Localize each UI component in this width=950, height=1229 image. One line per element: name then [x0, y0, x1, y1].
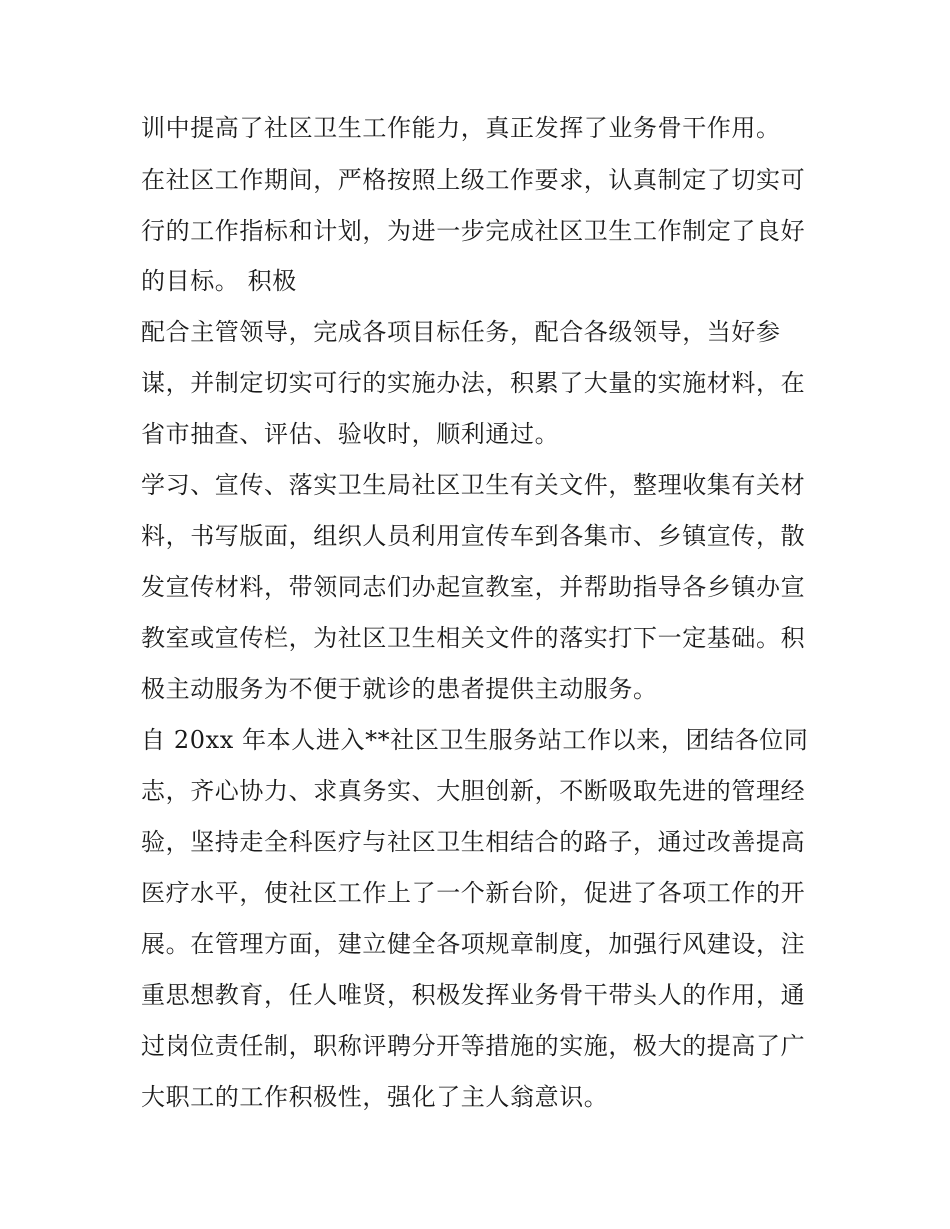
text-line: 学习、宣传、落实卫生局社区卫生有关文件，整理收集有关材: [141, 471, 806, 499]
text-line: 谋，并制定切实可行的实施办法，积累了大量的实施材料，在: [141, 369, 806, 397]
text-line: 志，齐心协力、求真务实、大胆创新，不断吸取先进的管理经: [141, 777, 806, 805]
text-line: 在社区工作期间，严格按照上级工作要求，认真制定了切实可: [141, 166, 806, 194]
text-line: 的目标。 积极: [141, 267, 297, 295]
text-line: 料，书写版面，组织人员利用宣传车到各集市、乡镇宣传，散: [141, 522, 806, 550]
text-line: 展。在管理方面，建立健全各项规章制度，加强行风建设，注: [141, 930, 806, 958]
text-line: 验，坚持走全科医疗与社区卫生相结合的路子，通过改善提高: [141, 828, 806, 856]
text-line: 极主动服务为不便于就诊的患者提供主动服务。: [141, 675, 658, 703]
text-line: 发宣传材料，带领同志们办起宣教室，并帮助指导各乡镇办宣: [141, 573, 806, 601]
text-line: 配合主管领导，完成各项目标任务，配合各级领导，当好参: [141, 318, 781, 346]
text-line: 行的工作指标和计划，为进一步完成社区卫生工作制定了良好: [141, 217, 806, 245]
text-line: 省市抽查、评估、验收时，顺利通过。: [141, 420, 560, 448]
text-line: 过岗位责任制，职称评聘分开等措施的实施，极大的提高了广: [141, 1032, 806, 1060]
text-line: 重思想教育，任人唯贤，积极发挥业务骨干带头人的作用，通: [141, 981, 806, 1009]
text-line: 医疗水平，使社区工作上了一个新台阶，促进了各项工作的开: [141, 879, 806, 907]
text-line: 训中提高了社区卫生工作能力，真正发挥了业务骨干作用。: [141, 114, 781, 142]
text-line: 大职工的工作积极性，强化了主人翁意识。: [141, 1083, 609, 1111]
text-line: 教室或宣传栏，为社区卫生相关文件的落实打下一定基础。积: [141, 624, 806, 652]
text-line: 自 20xx 年本人进入**社区卫生服务站工作以来，团结各位同: [141, 726, 809, 754]
